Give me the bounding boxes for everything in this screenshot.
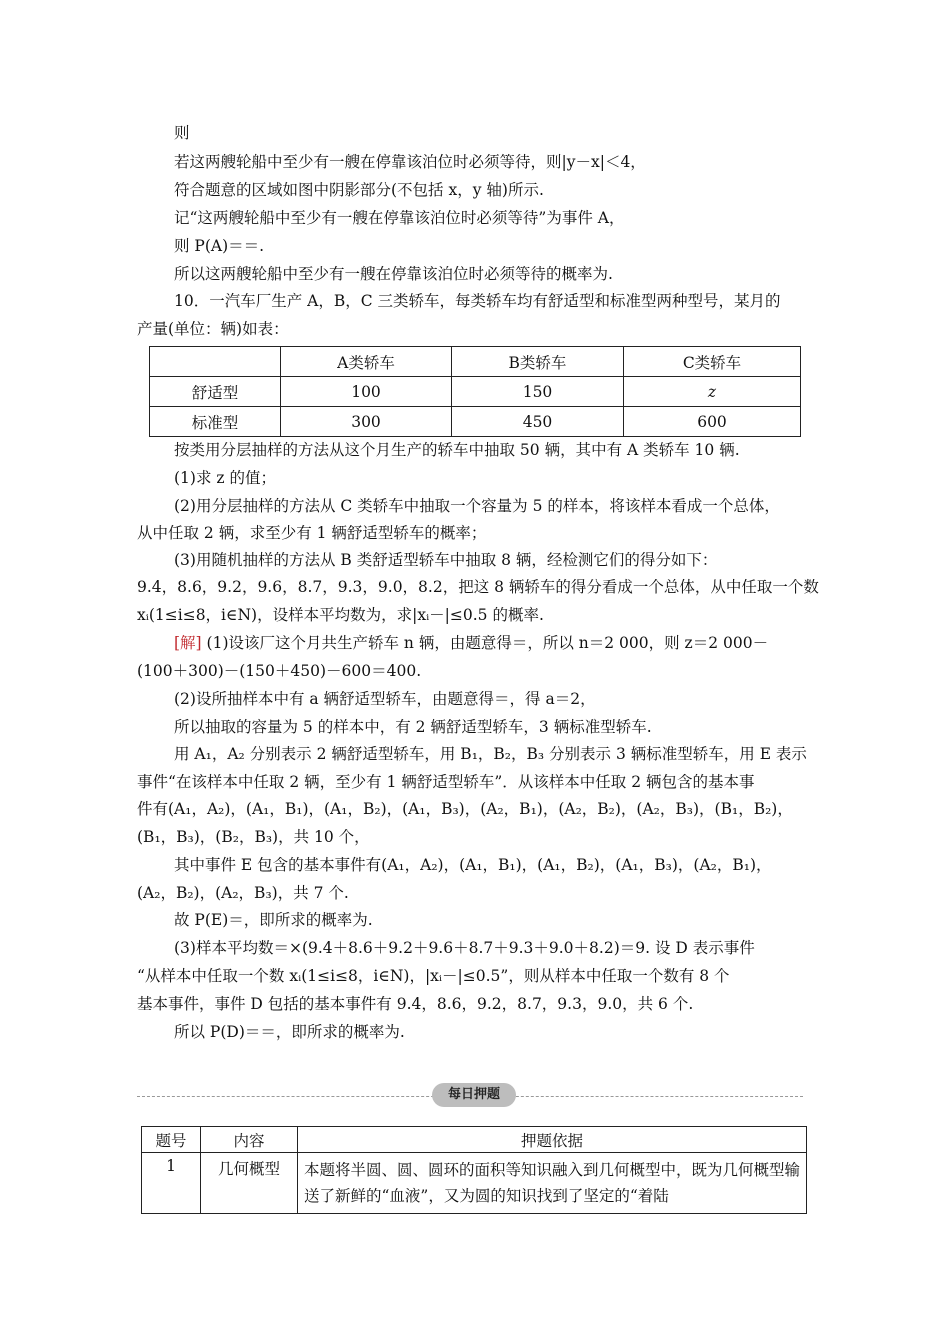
text-line: (100＋300)－(150＋450)－600＝400. <box>137 662 422 680</box>
text-line: (B₁，B₃)，(B₂，B₃)，共 10 个， <box>137 828 370 846</box>
table-header-row <box>142 1127 807 1153</box>
solution-text: (1)设该厂这个月共生产轿车 n 辆，由题意得＝，所以 n＝2 000，则 z＝2 000－ <box>201 634 769 652</box>
table-cell: 100 <box>281 377 452 407</box>
table-cell: z <box>624 377 801 407</box>
table-cell: 600 <box>624 407 801 437</box>
text-line: (2)用分层抽样的方法从 C 类轿车中抽取一个容量为 5 的样本，将该样本看成一个总体， <box>174 497 780 515</box>
table-cell: 150 <box>452 377 624 407</box>
text-line: 则 P(A)＝＝. <box>174 237 265 255</box>
solution-first-line <box>174 633 768 653</box>
solution-tag: [解] <box>174 634 202 652</box>
table-cell: 450 <box>452 407 624 437</box>
text-line: 从中任取 2 辆，求至少有 1 辆舒适型轿车的概率； <box>137 524 487 542</box>
table-row <box>150 377 801 407</box>
problem-10-heading: 10．一汽车厂生产 A，B，C 三类轿车，每类轿车均有舒适型和标准型两种型号，某月的 <box>174 292 781 310</box>
text-line: (3)用随机抽样的方法从 B 类舒适型轿车中抽取 8 辆，经检测它们的得分如下： <box>174 551 718 569</box>
table-cell: 题号 <box>142 1127 201 1153</box>
text-line: 所以 P(D)＝＝，即所求的概率为. <box>174 1023 405 1041</box>
text-line: 记“这两艘轮船中至少有一艘在停靠该泊位时必须等待”为事件 A， <box>174 209 625 227</box>
table-cell: C类轿车 <box>624 347 801 377</box>
table-cell: 舒适型 <box>150 377 281 407</box>
text-line: 用 A₁，A₂ 分别表示 2 辆舒适型轿车，用 B₁，B₂，B₃ 分别表示 3 辆标准型轿车，用 E 表示 <box>174 745 807 763</box>
text-line: 其中事件 E 包含的基本事件有(A₁，A₂)，(A₁，B₁)，(A₁，B₂)，(A₁，B₃)，(A₂，B₁)， <box>174 856 772 874</box>
prediction-table <box>141 1126 807 1214</box>
table-header-row <box>150 347 801 377</box>
text-line: (A₂，B₂)，(A₂，B₃)，共 7 个. <box>137 884 349 902</box>
table-cell: 300 <box>281 407 452 437</box>
table-cell: 标准型 <box>150 407 281 437</box>
text-line: xᵢ(1≤i≤8，i∈N)，设样本平均数为，求|xᵢ－|≤0.5 的概率. <box>137 606 544 624</box>
table-cell: A类轿车 <box>281 347 452 377</box>
text-line: 符合题意的区域如图中阴影部分(不包括 x，y 轴)所示. <box>174 181 544 199</box>
text-line: (2)设所抽样本中有 a 辆舒适型轿车，由题意得＝，得 a＝2， <box>174 690 596 708</box>
table-cell: B类轿车 <box>452 347 624 377</box>
table-row <box>142 1153 807 1214</box>
text-line: 所以抽取的容量为 5 的样本中，有 2 辆舒适型轿车，3 辆标准型轿车. <box>174 718 652 736</box>
car-production-table <box>149 346 801 437</box>
table-cell: 几何概型 <box>201 1153 298 1214</box>
text-line: 则 <box>174 124 190 142</box>
text-line: 产量(单位：辆)如表： <box>137 320 289 338</box>
text-line: 9.4，8.6，9.2，9.6，8.7，9.3，9.0，8.2，把这 8 辆轿车的得分看成一个总体，从中任取一个数 <box>137 578 819 596</box>
table-cell: 内容 <box>201 1127 298 1153</box>
table-cell: 1 <box>142 1153 201 1214</box>
text-line: 若这两艘轮船中至少有一艘在停靠该泊位时必须等待，则|y－x|＜4， <box>174 153 646 171</box>
text-line: (3)样本平均数＝×(9.4＋8.6＋9.2＋9.6＋8.7＋9.3＋9.0＋8.2)＝9. 设 D 表示事件 <box>174 939 755 957</box>
text-line: 按类用分层抽样的方法从这个月生产的轿车中抽取 50 辆，其中有 A 类轿车 10 辆. <box>174 441 740 459</box>
table-cell <box>150 347 281 377</box>
text-line: “从样本中任取一个数 xᵢ(1≤i≤8，i∈N)，|xᵢ－|≤0.5”，则从样本中任取一个数有 8 个 <box>137 967 730 985</box>
table-row <box>150 407 801 437</box>
daily-prediction-badge: 每日押题 <box>432 1083 516 1107</box>
table-cell: 押题依据 <box>298 1127 807 1153</box>
text-line: (1)求 z 的值； <box>174 469 276 487</box>
text-line: 基本事件，事件 D 包括的基本事件有 9.4，8.6，9.2，8.7，9.3，9.0，共 6 个. <box>137 995 694 1013</box>
text-line: 所以这两艘轮船中至少有一艘在停靠该泊位时必须等待的概率为. <box>174 265 613 283</box>
text-line: 件有(A₁，A₂)，(A₁，B₁)，(A₁，B₂)，(A₁，B₃)，(A₂，B₁)，(A₂，B₂)，(A₂，B₃)，(B₁，B₂)， <box>137 800 793 818</box>
table-cell: 本题将半圆、圆、圆环的面积等知识融入到几何概型中，既为几何概型输送了新鲜的“血液”，又为圆的知识找到了坚定的“着陆 <box>298 1153 807 1214</box>
text-line: 事件“在该样本中任取 2 辆，至少有 1 辆舒适型轿车”．从该样本中任取 2 辆包含的基本事 <box>137 773 755 791</box>
text-line: 故 P(E)＝，即所求的概率为. <box>174 911 373 929</box>
